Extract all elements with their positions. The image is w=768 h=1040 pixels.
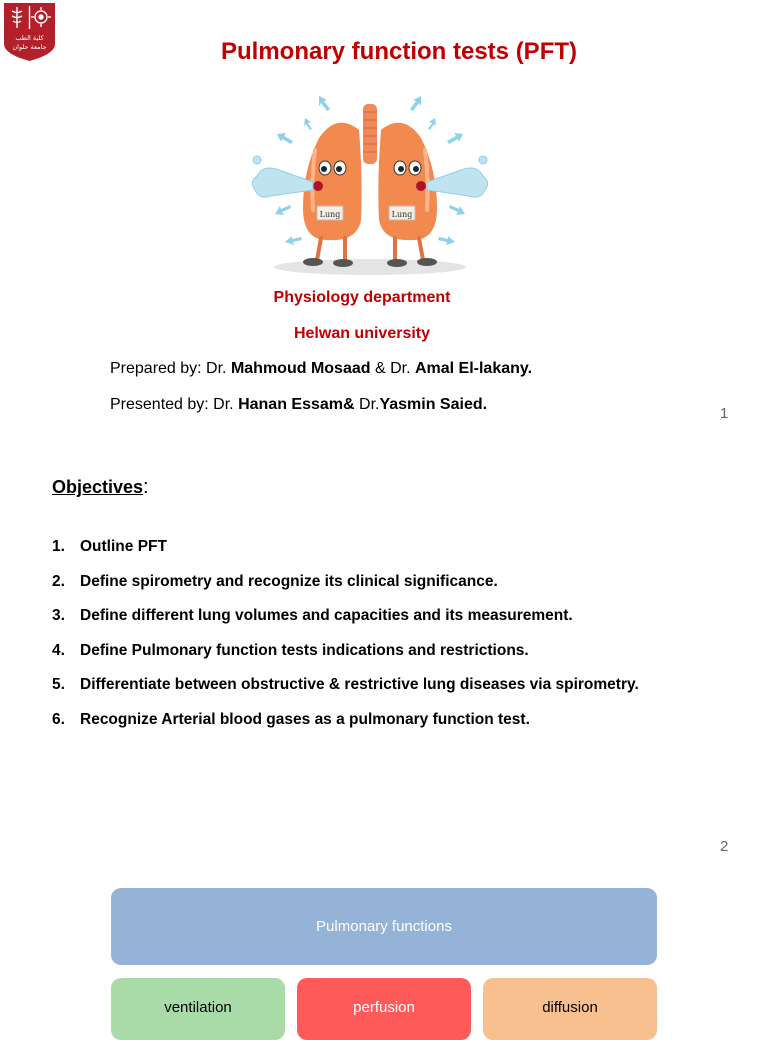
list-item-number: 5. (52, 676, 65, 694)
left-lung-label: Lung (319, 210, 341, 219)
right-lung-label: Lung (391, 210, 413, 219)
page-number-2: 2 (720, 838, 729, 855)
prepared-by-name2: Amal El-lakany. (414, 360, 533, 377)
diagram-box-perfusion: perfusion (297, 978, 471, 1040)
diagram-box-ventilation: ventilation (111, 978, 285, 1040)
presented-by-name1: Hanan Essam& (238, 396, 355, 413)
lungs-illustration (245, 90, 495, 280)
logo-text-line2: جامعة حلوان (12, 43, 47, 51)
list-item (52, 606, 752, 641)
university-name: Helwan university (293, 325, 431, 342)
page-number-1: 1 (720, 405, 729, 422)
prepared-by-prefix: Prepared by: Dr. (110, 360, 231, 377)
diagram-box-diffusion: diffusion (483, 978, 657, 1040)
objectives-list (52, 537, 752, 745)
presented-by-line (110, 396, 487, 414)
list-item-text: Define spirometry and recognize its clinical significance. (80, 572, 498, 590)
list-item (52, 537, 752, 572)
list-item-number: 6. (52, 710, 65, 728)
list-item-number: 2. (52, 572, 65, 590)
presented-by-joiner: Dr. (354, 396, 380, 413)
page-title: Pulmonary function tests (PFT) (220, 38, 577, 65)
list-item-text: Recognize Arterial blood gases as a pulmonary function test. (80, 710, 530, 728)
list-item-number: 1. (52, 538, 65, 555)
logo-text-line1: كلية الطب (15, 34, 44, 42)
list-item-text: Outline PFT (80, 538, 167, 555)
presented-by-prefix: Presented by: Dr. (110, 396, 239, 413)
list-item-text: Differentiate between obstructive & restrictive lung diseases via spirometry. (80, 676, 639, 694)
list-item (52, 675, 752, 710)
list-item-text: Define Pulmonary function tests indications and restrictions. (80, 641, 529, 659)
objectives-heading (52, 476, 149, 499)
list-item (52, 710, 752, 745)
list-item (52, 641, 752, 676)
list-item-text: Define different lung volumes and capacities and its measurement. (80, 607, 573, 625)
department-name: Physiology department (273, 289, 451, 306)
prepared-by-name1: Mahmoud Mosaad (230, 360, 371, 377)
objectives-heading-text: Objectives (52, 477, 144, 497)
diagram-root-box: Pulmonary functions (111, 888, 657, 965)
prepared-by-line (110, 360, 532, 378)
list-item (52, 572, 752, 607)
prepared-by-joiner: & Dr. (370, 360, 415, 377)
objectives-heading-colon: : (143, 476, 149, 498)
presented-by-name2: Yasmin Saied. (379, 396, 488, 413)
list-item-number: 4. (52, 641, 65, 659)
list-item-number: 3. (52, 607, 65, 625)
